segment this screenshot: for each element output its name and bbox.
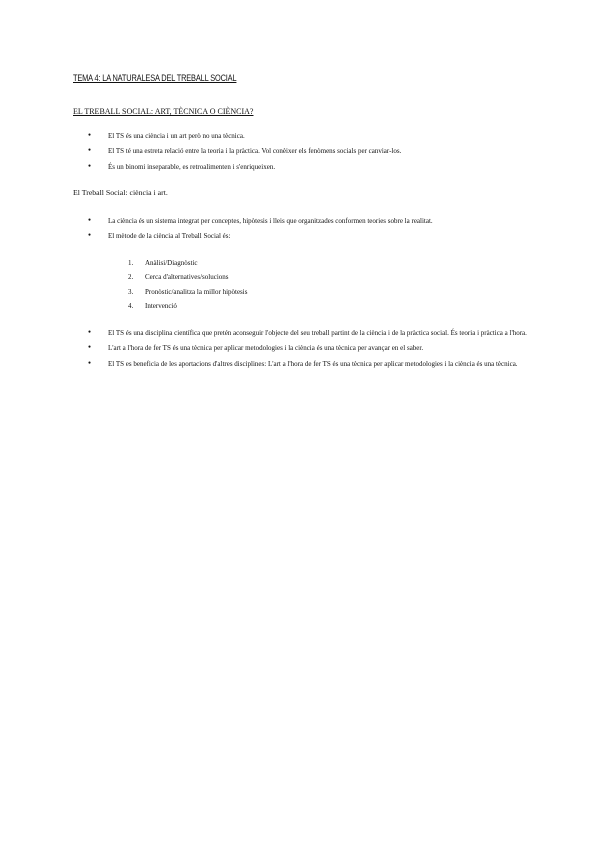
list-item: ● El TS és una disciplina científica que pretén aconseguir l'objecte del seu treball partint de la ciència i de la pràctica social. És teoria i pràctica a l'hora.	[88, 328, 543, 338]
list-item: ● El TS té una estreta relació entre la teoria i la pràctica. Vol conèixer els fenòmens socials per canviar-los.	[88, 146, 543, 156]
bullet-list-intro	[88, 131, 543, 177]
step-number: 1.	[128, 259, 134, 267]
step-label: Anàlisi/Diagnòstic	[145, 259, 198, 267]
step-label: Cerca d'alternatives/solucions	[145, 273, 229, 282]
method-steps-list	[128, 258, 247, 315]
step-item	[128, 272, 247, 282]
list-item: ● La ciència és un sistema integrat per conceptes, hipòtesis i lleis que organitzades conformen teories sobre la realitat.	[88, 216, 543, 226]
list-item: ● És un binomi inseparable, es retroalimenten i s'enriqueixen.	[88, 162, 543, 172]
list-item: ● L'art a l'hora de fer TS és una tècnica per aplicar metodologies i la ciència és una tècnica per avançar en el saber.	[88, 343, 543, 353]
list-item: ● El TS es beneficia de les aportacions d'altres disciplines: L'art a l'hora de fer TS és una tècnica per aplicar metodologies i la ciència és una tècnica.	[88, 359, 543, 369]
step-number: 3.	[128, 287, 134, 296]
section-title: EL TREBALL SOCIAL: ART, TÈCNICA O CIÈNCIA?	[73, 107, 254, 116]
step-number: 2.	[128, 273, 134, 282]
step-item	[128, 287, 247, 297]
step-item	[128, 301, 247, 311]
bullet-list-discipline	[88, 328, 543, 374]
step-label: Pronòstic/analitza la millor hipòtesis	[145, 287, 248, 296]
list-item: ● El TS és una ciència i un art però no una tècnica.	[88, 131, 543, 141]
step-label: Intervenció	[145, 301, 177, 310]
list-item: ● El mètode de la ciència al Treball Social és:	[88, 231, 543, 241]
section-heading: El Treball Social: ciència i art.	[73, 188, 168, 197]
step-number: 4.	[128, 301, 134, 310]
step-item	[128, 258, 247, 268]
document-title: TEMA 4: LA NATURALESA DEL TREBALL SOCIAL	[73, 73, 237, 84]
bullet-list-science	[88, 216, 543, 247]
